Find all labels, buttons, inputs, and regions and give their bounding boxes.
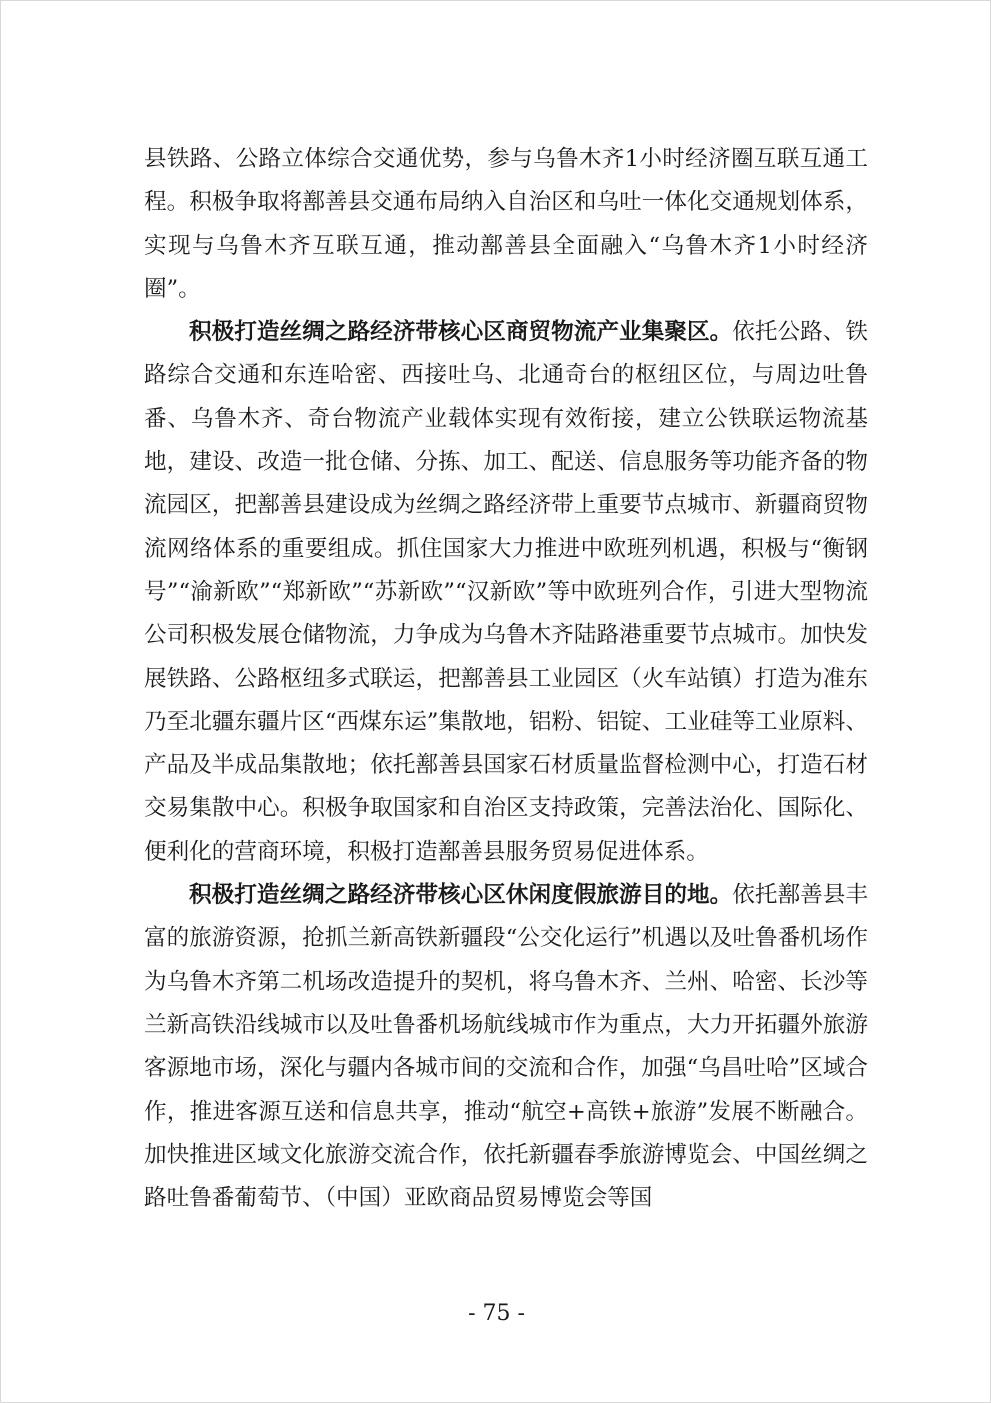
paragraph-text: 县铁路、公路立体综合交通优势，参与乌鲁木齐1小时经济圈互联互通工程。积极争取将鄯善县交通布局纳入自治区和乌吐一体化交通规划体系，实现与乌鲁木齐互联互通，推动鄯善县全面融入“乌鲁木齐1小时经济圈”。 [144,146,868,302]
paragraph-text: 依托公路、铁路综合交通和东连哈密、西接吐乌、北通奇台的枢纽区位，与周边吐鲁番、乌鲁木齐、奇台物流产业载体实现有效衔接，建立公铁联运物流基地，建设、改造一批仓储、分拣、加工、配送、信息服务等功能齐备的物流园区，把鄯善县建设成为丝绸之路经济带上重要节点城市、新疆商贸物流网络体系的重要组成。抓住国家大力推进中欧班列机遇，积极与“衡钢号”“渝新欧”“郑新欧”“苏新欧”“汉新欧”等中欧班列合作，引进大型物流公司积极发展仓储物流，力争成为乌鲁木齐陆路港重要节点城市。加快发展铁路、公路枢纽多式联运，把鄯善县工业园区（火车站镇）打造为准东乃至北疆东疆片区“西煤东运”集散地，铝粉、铝锭、工业硅等工业原料、产品及半成品集散地；依托鄯善县国家石材质量监督检测中心，打造石材交易集散中心。积极争取国家和自治区支持政策，完善法治化、国际化、便利化的营商环境，积极打造鄯善县服务贸易促进体系。 [144,319,869,865]
paragraph-lead-heading: 积极打造丝绸之路经济带核心区商贸物流产业集聚区。 [189,319,733,346]
paragraph-tourism [144,874,868,1220]
paragraph-lead-heading: 积极打造丝绸之路经济带核心区休闲度假旅游目的地。 [189,882,733,909]
paragraph-text: 依托鄯善县丰富的旅游资源，抢抓兰新高铁新疆段“公交化运行”机遇以及吐鲁番机场作为乌鲁木齐第二机场改造提升的契机，将乌鲁木齐、兰州、哈密、长沙等兰新高铁沿线城市以及吐鲁番机场航线城市作为重点，大力开拓疆外旅游客源地市场，深化与疆内各城市间的交流和合作，加强“乌昌吐哈”区域合作，推进客源互送和信息共享，推动“航空+高铁+旅游”发展不断融合。加快推进区域文化旅游交流合作，依托新疆春季旅游博览会、中国丝绸之路吐鲁番葡萄节、（中国）亚欧商品贸易博览会等国 [144,882,869,1212]
page-number: - 75 - [468,1301,525,1326]
body-text [144,138,868,1220]
paragraph-logistics [144,311,868,874]
paragraph-continuation [144,138,868,311]
